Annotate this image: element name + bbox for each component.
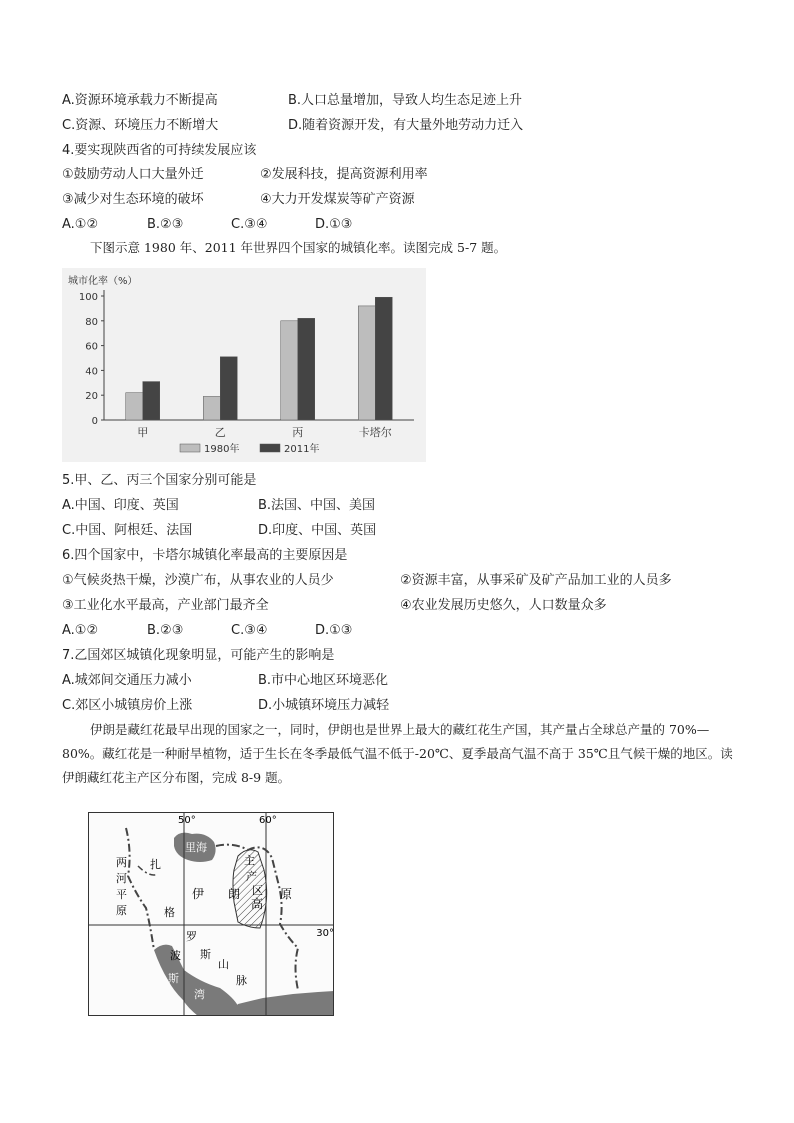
chart-bar-2011 (220, 357, 237, 420)
zagros-label-2: 格 (164, 906, 175, 919)
q4-option-a: A.①② (62, 217, 99, 232)
urbanization-bar-chart (62, 268, 426, 462)
q6-option-a: A.①② (62, 623, 99, 638)
chart-bar-1980 (358, 306, 375, 420)
chart-y-axis-title: 城市化率（%） (68, 276, 138, 287)
q7-stem: 7.乙国郊区城镇化现象明显，可能产生的影响是 (62, 648, 335, 663)
q5-option-c: C.中国、阿根廷、法国 (62, 523, 193, 538)
chart-legend-label: 1980年 (204, 444, 240, 455)
intro-questions-5-7: 下图示意 1980 年、2011 年世界四个国家的城镇化率。读图完成 5-7 题。 (90, 240, 507, 255)
q6-stem: 6.四个国家中，卡塔尔城镇化率最高的主要原因是 (62, 548, 348, 563)
chart-legend-swatch (260, 444, 280, 452)
iran-saffron-map (88, 812, 334, 1016)
zagros-label-3: 罗 (186, 930, 197, 943)
q7-option-d: D.小城镇环境压力减轻 (258, 698, 390, 713)
chart-bar-2011 (298, 318, 315, 420)
zagros-label-1: 扎 (150, 858, 161, 871)
chart-x-tick-label: 乙 (214, 426, 226, 439)
q4-option-d: D.①③ (315, 217, 353, 232)
q4-statement-1: ①鼓励劳动人口大量外迁 (62, 167, 204, 182)
zagros-label-4: 斯 (200, 948, 211, 961)
gulf-label-3: 湾 (194, 988, 205, 1001)
q6-option-c: C.③④ (231, 623, 268, 638)
chart-bar-2011 (143, 382, 160, 420)
q7-option-b: B.市中心地区环境恶化 (258, 673, 389, 688)
gulf-label-1: 波 (170, 949, 181, 962)
lon-60-label: 60° (259, 815, 277, 826)
plain-label-3: 平 (116, 888, 127, 901)
zagros-label-6: 脉 (236, 974, 247, 987)
lon-50-label: 50° (178, 815, 196, 826)
caspian-label: 里海 (185, 841, 207, 854)
chart-bar-1980 (281, 321, 298, 420)
q5-option-d: D.印度、中国、英国 (258, 523, 377, 538)
q6-statement-2: ②资源丰富，从事采矿及矿产品加工业的人员多 (400, 573, 672, 588)
q5-option-b: B.法国、中国、美国 (258, 498, 376, 513)
q5-option-a: A.中国、印度、英国 (62, 498, 179, 513)
chart-y-tick-label: 60 (85, 341, 98, 353)
q6-statement-3: ③工业化水平最高，产业部门最齐全 (62, 598, 269, 613)
q7-option-c: C.郊区小城镇房价上涨 (62, 698, 193, 713)
q4-option-b: B.②③ (147, 217, 184, 232)
q4-statement-4: ④大力开发煤炭等矿产资源 (260, 192, 415, 207)
q6-option-d: D.①③ (315, 623, 353, 638)
q4-option-c: C.③④ (231, 217, 268, 232)
iran-label-4: 原 (280, 887, 293, 901)
chart-legend-label: 2011年 (284, 444, 320, 455)
iran-label-1: 伊 (192, 887, 205, 901)
chart-y-tick-label: 40 (85, 366, 98, 378)
chart-y-tick-label: 0 (91, 416, 98, 427)
q4-statement-3: ③减少对生态环境的破坏 (62, 192, 204, 207)
q3-option-d: D.随着资源开发，有大量外地劳动力迁入 (288, 118, 524, 133)
plain-label-4: 原 (116, 904, 127, 917)
iran-label-2: 朗 (228, 887, 241, 901)
intro-questions-8-9: 伊朗是藏红花最早出现的国家之一，同时，伊朗也是世界上最大的藏红花生产国，其产量占全球总产量的 70%—80%。藏红花是一种耐旱植物，适于生长在冬季最低气温不低于-20℃、夏季最高气温不高于 35℃且气候干燥的地区。读伊朗藏红花主产区分布图，完成 8-9 题。 (62, 722, 733, 785)
plain-label-1: 两 (116, 856, 127, 869)
chart-x-tick-label: 甲 (137, 426, 149, 439)
chart-y-tick-label: 80 (85, 316, 98, 328)
q4-statement-2: ②发展科技，提高资源利用率 (260, 167, 428, 182)
zone-label-3: 区 (252, 884, 263, 897)
q6-statement-4: ④农业发展历史悠久，人口数量众多 (400, 598, 607, 613)
chart-y-tick-label: 100 (78, 292, 98, 303)
q3-option-a: A.资源环境承载力不断提高 (62, 93, 218, 108)
lat-30-label: 30° (316, 928, 334, 939)
chart-y-tick-label: 20 (85, 391, 98, 403)
q6-statement-1: ①气候炎热干燥，沙漠广布，从事农业的人员少 (62, 573, 334, 588)
q6-option-b: B.②③ (147, 623, 184, 638)
iran-label-3: 高 (251, 897, 264, 911)
zone-label-1: 主 (244, 854, 255, 867)
chart-bar-2011 (375, 297, 392, 420)
chart-x-tick-label: 卡塔尔 (358, 426, 392, 439)
chart-legend-swatch (180, 444, 200, 452)
q5-stem: 5.甲、乙、丙三个国家分别可能是 (62, 473, 257, 488)
q3-option-c: C.资源、环境压力不断增大 (62, 118, 219, 133)
q4-stem: 4.要实现陕西省的可持续发展应该 (62, 143, 257, 158)
chart-x-tick-label: 丙 (292, 426, 304, 439)
gulf-label-2: 斯 (168, 972, 179, 985)
zone-label-2: 产 (246, 870, 257, 883)
chart-bar-1980 (203, 396, 220, 420)
q7-option-a: A.城郊间交通压力减小 (62, 673, 192, 688)
zagros-label-5: 山 (218, 958, 229, 971)
plain-label-2: 河 (116, 872, 127, 885)
q3-option-b: B.人口总量增加，导致人均生态足迹上升 (288, 93, 523, 108)
chart-bar-1980 (126, 393, 143, 420)
